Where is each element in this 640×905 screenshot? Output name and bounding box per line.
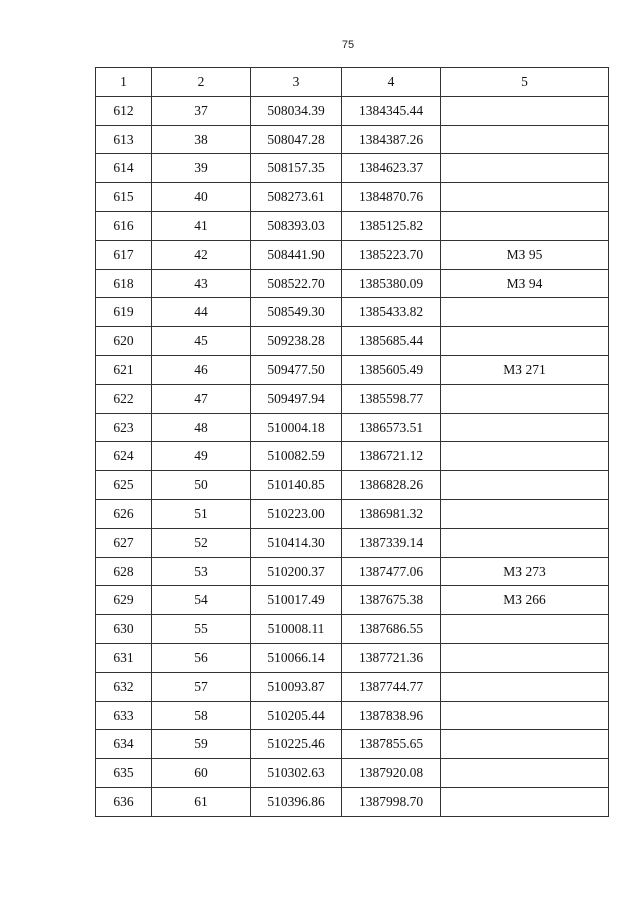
table-cell: 510302.63 <box>251 759 342 788</box>
table-cell <box>441 96 609 125</box>
table-cell: 51 <box>152 499 251 528</box>
table-cell: МЗ 94 <box>441 269 609 298</box>
table-row <box>96 787 609 816</box>
table-cell: 508522.70 <box>251 269 342 298</box>
table-cell: 1386981.32 <box>342 499 441 528</box>
table-row <box>96 413 609 442</box>
table-cell: 60 <box>152 759 251 788</box>
table-row <box>96 499 609 528</box>
table-cell: 47 <box>152 384 251 413</box>
table-cell: 37 <box>152 96 251 125</box>
table-cell: 510082.59 <box>251 442 342 471</box>
table-cell: 1386828.26 <box>342 471 441 500</box>
table-cell: 1386721.12 <box>342 442 441 471</box>
table-cell: 56 <box>152 643 251 672</box>
table-row <box>96 96 609 125</box>
table-cell: 627 <box>96 528 152 557</box>
table-cell <box>441 499 609 528</box>
table-row <box>96 528 609 557</box>
table-cell: 1385605.49 <box>342 355 441 384</box>
table-cell: 616 <box>96 211 152 240</box>
table-cell: 510008.11 <box>251 615 342 644</box>
table-cell <box>441 615 609 644</box>
table-cell: 630 <box>96 615 152 644</box>
table-cell: 41 <box>152 211 251 240</box>
table-cell: 510066.14 <box>251 643 342 672</box>
table-cell <box>441 672 609 701</box>
table-cell <box>441 730 609 759</box>
table-cell: 621 <box>96 355 152 384</box>
table-cell: 1384387.26 <box>342 125 441 154</box>
table-cell <box>441 154 609 183</box>
table-cell: МЗ 266 <box>441 586 609 615</box>
table-cell: 43 <box>152 269 251 298</box>
page-number: 75 <box>341 39 355 51</box>
table-cell: 55 <box>152 615 251 644</box>
table-cell: 53 <box>152 557 251 586</box>
table-cell: 508393.03 <box>251 211 342 240</box>
table-cell: 629 <box>96 586 152 615</box>
table-cell: 510414.30 <box>251 528 342 557</box>
table-cell <box>441 787 609 816</box>
table-cell <box>441 211 609 240</box>
table-cell: 633 <box>96 701 152 730</box>
table-cell: 508157.35 <box>251 154 342 183</box>
table-cell: 617 <box>96 240 152 269</box>
table-cell: 59 <box>152 730 251 759</box>
table-cell: 44 <box>152 298 251 327</box>
table-cell: 1385223.70 <box>342 240 441 269</box>
table-cell: 613 <box>96 125 152 154</box>
table-cell: 619 <box>96 298 152 327</box>
table-row <box>96 384 609 413</box>
table-cell: 58 <box>152 701 251 730</box>
table-cell: 1387721.36 <box>342 643 441 672</box>
table-cell: 1387686.55 <box>342 615 441 644</box>
table-cell: 1387339.14 <box>342 528 441 557</box>
table-cell: 508441.90 <box>251 240 342 269</box>
table-cell <box>441 442 609 471</box>
table-cell: 625 <box>96 471 152 500</box>
table-cell: 48 <box>152 413 251 442</box>
table-cell: 510223.00 <box>251 499 342 528</box>
table-cell: 631 <box>96 643 152 672</box>
table-row <box>96 643 609 672</box>
table-cell: 510225.46 <box>251 730 342 759</box>
table-cell: 626 <box>96 499 152 528</box>
table-row <box>96 586 609 615</box>
table-cell: 1385685.44 <box>342 327 441 356</box>
table-cell: 510205.44 <box>251 701 342 730</box>
table-cell <box>441 384 609 413</box>
table-cell <box>441 413 609 442</box>
table-cell: 50 <box>152 471 251 500</box>
table-cell: 508034.39 <box>251 96 342 125</box>
table-cell: 46 <box>152 355 251 384</box>
table-cell: 624 <box>96 442 152 471</box>
table-cell: 38 <box>152 125 251 154</box>
table-cell <box>441 327 609 356</box>
table-cell: 49 <box>152 442 251 471</box>
table-cell: 1387675.38 <box>342 586 441 615</box>
table-cell: 615 <box>96 183 152 212</box>
table-cell: 1385433.82 <box>342 298 441 327</box>
column-header: 4 <box>342 68 441 97</box>
table-row <box>96 240 609 269</box>
table-cell <box>441 471 609 500</box>
table-cell: 510093.87 <box>251 672 342 701</box>
table-cell: 623 <box>96 413 152 442</box>
table-cell: 508273.61 <box>251 183 342 212</box>
table-row <box>96 557 609 586</box>
table-cell: 1387998.70 <box>342 787 441 816</box>
table-cell: МЗ 95 <box>441 240 609 269</box>
column-header: 2 <box>152 68 251 97</box>
table-cell: 40 <box>152 183 251 212</box>
table-cell: 510140.85 <box>251 471 342 500</box>
table-row <box>96 442 609 471</box>
table-row <box>96 269 609 298</box>
table-cell: 1385125.82 <box>342 211 441 240</box>
table-cell: 509497.94 <box>251 384 342 413</box>
table-cell: 42 <box>152 240 251 269</box>
column-header: 3 <box>251 68 342 97</box>
table-cell: МЗ 273 <box>441 557 609 586</box>
table-cell: 39 <box>152 154 251 183</box>
table-row <box>96 471 609 500</box>
table-cell: МЗ 271 <box>441 355 609 384</box>
table-cell: 508549.30 <box>251 298 342 327</box>
coordinates-table <box>95 67 609 817</box>
column-header: 5 <box>441 68 609 97</box>
table-cell: 509477.50 <box>251 355 342 384</box>
table-row <box>96 355 609 384</box>
table-cell <box>441 125 609 154</box>
table-cell: 618 <box>96 269 152 298</box>
table-row <box>96 759 609 788</box>
table-cell: 634 <box>96 730 152 759</box>
table-cell: 509238.28 <box>251 327 342 356</box>
table-cell: 636 <box>96 787 152 816</box>
table-row <box>96 298 609 327</box>
table-row <box>96 672 609 701</box>
table-cell: 1385598.77 <box>342 384 441 413</box>
table-cell: 1384345.44 <box>342 96 441 125</box>
table-body <box>96 96 609 816</box>
table-row <box>96 701 609 730</box>
table-row <box>96 615 609 644</box>
table-header-row <box>96 68 609 97</box>
table-row <box>96 154 609 183</box>
table-row <box>96 730 609 759</box>
table-cell: 1384870.76 <box>342 183 441 212</box>
table-cell: 632 <box>96 672 152 701</box>
table-row <box>96 327 609 356</box>
table-cell: 57 <box>152 672 251 701</box>
table-cell: 620 <box>96 327 152 356</box>
table-cell: 622 <box>96 384 152 413</box>
table-cell: 1387477.06 <box>342 557 441 586</box>
table-row <box>96 183 609 212</box>
table-cell: 510200.37 <box>251 557 342 586</box>
table-cell: 1385380.09 <box>342 269 441 298</box>
table-cell: 1386573.51 <box>342 413 441 442</box>
table-cell <box>441 528 609 557</box>
table-cell: 612 <box>96 96 152 125</box>
table-row <box>96 211 609 240</box>
table-cell <box>441 759 609 788</box>
table-cell <box>441 298 609 327</box>
table-cell: 1387744.77 <box>342 672 441 701</box>
table-row <box>96 125 609 154</box>
table-cell: 508047.28 <box>251 125 342 154</box>
table-cell: 1384623.37 <box>342 154 441 183</box>
table-cell <box>441 701 609 730</box>
table-cell: 628 <box>96 557 152 586</box>
column-header: 1 <box>96 68 152 97</box>
table-cell: 1387855.65 <box>342 730 441 759</box>
table-cell <box>441 183 609 212</box>
table-cell: 1387838.96 <box>342 701 441 730</box>
table-cell: 635 <box>96 759 152 788</box>
table-cell: 61 <box>152 787 251 816</box>
table-cell: 510004.18 <box>251 413 342 442</box>
table-cell: 54 <box>152 586 251 615</box>
table-cell: 45 <box>152 327 251 356</box>
table-cell <box>441 643 609 672</box>
table-cell: 510396.86 <box>251 787 342 816</box>
table-cell: 614 <box>96 154 152 183</box>
table-cell: 1387920.08 <box>342 759 441 788</box>
table-cell: 52 <box>152 528 251 557</box>
table-cell: 510017.49 <box>251 586 342 615</box>
